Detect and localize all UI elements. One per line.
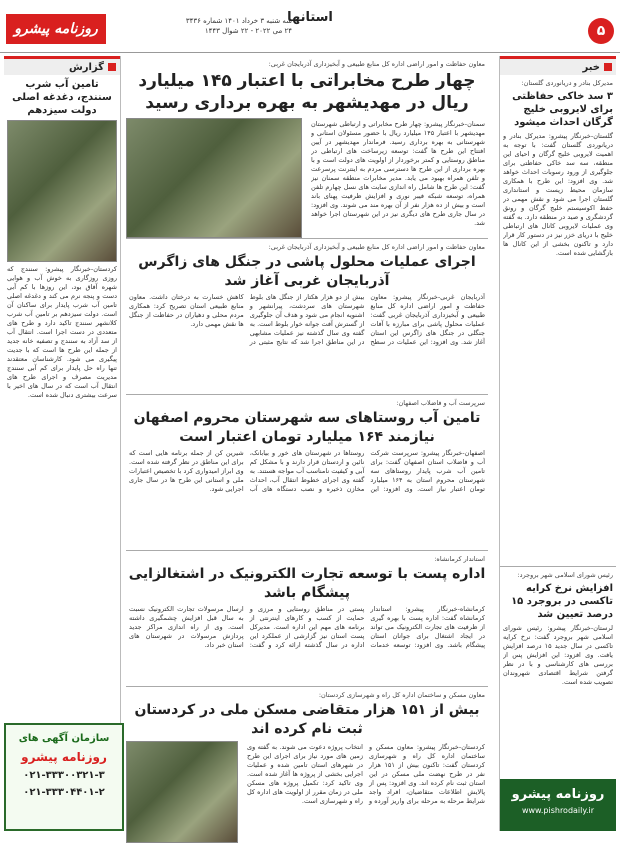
article-5-body: کردستان-خبرنگار پیشرو: معاون مسکن و ساختمان اداره کل راه و شهرسازی کردستان گفت: تاکنون بیش از ۱۵۱ هزار نفر در طرح نهضت ملی مسکن در این استان ثبت نام کرده اند. وی افزود: پس از پالایش اطلاعات متقاضیان، افراد واجد شرایط مرحله به مرحله برای واریز آورده و انتخاب پروژه دعوت می شوند. به گفته وی زمین های مورد نیاز برای اجرای این طرح در شهرهای استان تامین شده و عملیات اجرایی بخشی از پروژه ها آغاز شده است. وی تاکید کرد: تکمیل پروژه های مسکن ملی در زمان مقرر از اولویت های اداره کل راه و شهرسازی است. [247,743,485,805]
article-4-kicker: استاندار کرمانشاه: [434,555,485,563]
tag-marker-icon [604,63,612,71]
right-body-2: لرستان-خبرنگار پیشرو: رئیس شورای اسلامی شهر بروجرد گفت: نرخ کرایه تاکسی در سال جدید ۱۵ درصد افزایش یافت. وی افزود: این افزایش پس از بررسی های کارشناسی و با در نظر گرفتن شرایط اقتصادی شهروندان تصویب شده است. [503,624,613,686]
issue-info [112,16,292,36]
left-body: کردستان-خبرنگار پیشرو: سنندج که روزی روزگاری به خوش آب و هوایی شهره آفاق بود، این روزها با کم آبی دست و پنجه نرم می کند و دغدغه اصلی تامین آب شرب پایدار برای ساکنان آن است. دولت سیزدهم بر تامین آب شرب کلانشهر سنندج تاکید دارد و طرح های متعددی در دست اجرا است. انتقال آب از سد آزاد به سنندج و تصفیه خانه جدید از جمله این طرح ها است که با جدیت پیگیری می شود. کارشناسان معتقدند تنها راه حل پایدار برای کم آبی سنندج مدیریت مصرف و اجرای طرح های انتقال آب است که در سال های اخیر با سرعت بیشتری دنبال شده است. [7,265,117,399]
article-2-title: اجرای عملیات محلول پاشی در جنگل های زاگرس آذربایجان غربی آغاز شد [138,254,476,289]
article-2-kicker: معاون حفاظت و امور اراضی اداره کل منابع طبیعی و آبخیزداری آذربایجان غربی: [268,243,485,251]
right-body-1: گلستان-خبرنگار پیشرو: مدیرکل بنادر و دریانوردی گلستان گفت: با توجه به اهمیت لایروبی خلیج گرگان و احیای این منطقه، سه سد خاکی حفاظتی برای جلوگیری از ورود رسوبات احداث خواهد شد. وی افزود: این طرح با همکاری سازمان محیط زیست و استانداری گلستان اجرا می شود و نقش مهمی در حفظ اکوسیستم خلیج گرگان و رونق گردشگری و صید در منطقه دارد. به گفته وی عملیات لایروبی کانال های ارتباطی خلیج با دریای خزر نیز در دستور کار قرار دارد و تاکنون بخشی از این کانال ها بازگشایی شده است. [503,132,613,257]
news-tag-label: خبر [582,61,600,73]
right-kicker-2: رئیس شورای اسلامی شهر بروجرد: [517,571,613,579]
tag-marker-icon [108,63,116,71]
article-1-title: چهار طرح مخابراتی با اعتبار ۱۴۵ میلیارد ریال در مهدیشهر به بهره برداری رسید [138,71,476,113]
left-column [4,56,121,831]
brand-name: روزنامه پیشرو [511,787,605,802]
issue-line-2: ۲۴ می ۲۰۲۲ - ۲۲ شوال ۱۴۴۳ [204,27,292,35]
ad-phone-2[interactable]: ۰۲۱-۳۳۳۰۴۴۰۱-۲ [23,787,105,798]
ad-brand: روزنامه پیشرو [21,750,107,764]
article-1-body: سمنان-خبرنگار پیشرو: چهار طرح مخابراتی و ارتباطی شهرستان مهدیشهر با اعتبار ۱۴۵ میلیارد ریال با حضور مسئولان استانی و شهرستانی به بهره برداری رسید. فرماندار مهدیشهر در آیین افتتاح این طرح ها گفت: توسعه زیرساخت های ارتباطی در مناطق روستایی و کمتر برخوردار از اولویت های دولت است و با بهره برداری از این طرح ها دسترسی مردم به اینترنت پرسرعت و تلفن همراه بهبود می یابد. مدیر مخابرات منطقه سمنان نیز گفت: این طرح ها شامل راه اندازی سایت های نسل چهارم تلفن همراه، توسعه شبکه فیبر نوری و افزایش ظرفیت پهنای باند است و بیش از ده هزار نفر از آن بهره مند می شوند. وی افزود: در سال جاری طرح های دیگری نیز در این شهرستان اجرا خواهد شد. [311,120,485,227]
brand-url[interactable]: www.pishrodaily.ir [521,806,595,815]
divider [500,566,616,567]
article-3-body: اصفهان-خبرنگار پیشرو: سرپرست شرکت آب و فاضلاب استان اصفهان گفت: برای تامین آب شرب پایدار روستاهای سه شهرستان محروم استان به ۱۶۴ میلیارد تومان اعتبار نیاز است. وی افزود: این روستاها در شهرستان های خور و بیابانک، نائین و اردستان قرار دارند و با مشکل کم آبی و کیفیت نامناسب آب مواجه هستند. به گفته وی اجرای خطوط انتقال آب، احداث مخازن ذخیره و نصب دستگاه های آب شیرین کن از جمله برنامه هایی است که برای این مناطق در نظر گرفته شده است. وی ابراز امیدواری کرد با تخصیص اعتبارات ملی و استانی این طرح ها در سال جاری اجرایی شود. [129,449,485,493]
article-4-title: اداره پست با توسعه تجارت الکترونیک در اشتغالزایی پیشگام باشد [128,566,486,601]
right-kicker-1: مدیرکل بنادر و دریانوردی گلستان: [521,79,613,87]
article-4-body: کرمانشاه-خبرنگار پیشرو: استاندار کرمانشاه گفت: اداره پست با بهره گیری از ظرفیت های تجارت الکترونیک می تواند در ایجاد اشتغال برای جوانان استان پیشگام باشد. وی افزود: توسعه خدمات پستی در مناطق روستایی و مرزی و حمایت از کسب و کارهای اینترنتی از برنامه های مهم این اداره است. مدیرکل پست استان نیز گزارشی از عملکرد این اداره در سال گذشته ارائه کرد و گفت: ارسال مرسولات تجارت الکترونیک نسبت به سال قبل افزایش چشمگیری داشته است. وی از راه اندازی مراکز جدید پردازش مرسولات در شهرستان های استان خبر داد. [129,605,485,649]
right-title-2: افزایش نرخ کرایه تاکسی در بروجرد ۱۵ درصد تعیین شد [511,583,613,620]
newspaper-logo: روزنامه پیشرو [6,14,106,44]
article-3 [126,394,488,545]
article-4 [126,550,488,681]
article-3-kicker: سرپرست آب و فاضلاب اصفهان: [396,399,485,407]
article-1-photo [126,118,302,238]
article-5-title: بیش از ۱۵۱ هزار متقاضی مسکن ملی در کردستان ثبت نام کرده اند [134,702,480,737]
article-1-kicker: معاون حفاظت و امور اراضی اداره کل منابع طبیعی و آبخیزداری آذربایجان غربی: [268,60,485,68]
right-column [499,56,616,831]
section-title: استانها [287,10,333,25]
news-tag [500,56,616,75]
brand-box [500,779,616,831]
article-2 [126,238,488,389]
article-5-photo [126,741,238,843]
report-photo [7,120,117,262]
ad-title: سازمان آگهی های [18,733,110,744]
article-5 [126,686,488,832]
ad-phone-1[interactable]: ۰۲۱-۳۳۳۰۰۳۲۱-۳ [23,770,105,781]
issue-line-1: سه شنبه ۳ خرداد ۱۴۰۱ شماره ۳۴۳۶ [185,17,292,25]
right-title-1: ۳ سد خاکی حفاظتی برای لایروبی خلیج گرگان احداث میشود [512,91,613,128]
report-tag [4,56,120,75]
article-3-title: تامین آب روستاهای سه شهرستان محروم اصفهان نیازمند ۱۶۴ میلیارد تومان اعتبار است [133,410,481,445]
article-5-kicker: معاون مسکن و ساختمان اداره کل راه و شهرسازی کردستان: [318,691,485,699]
report-tag-label: گزارش [68,61,104,73]
page-number: ۵ [588,18,614,44]
article-2-body: آذربایجان غربی-خبرنگار پیشرو: معاون حفاظت و امور اراضی اداره کل منابع طبیعی و آبخیزداری آذربایجان غربی گفت: عملیات محلول پاشی برای مبارزه با آفات جنگلی در جنگل های زاگرس این استان آغاز شد. وی افزود: این عملیات در سطح بیش از دو هزار هکتار از جنگل های بلوط شهرستان های سردشت، پیرانشهر و اشنویه انجام می شود و هدف آن جلوگیری از گسترش آفت جوانه خوار بلوط است. به گفته وی سال گذشته نیز عملیات مشابهی در این مناطق اجرا شد که نتایج مثبتی در کاهش خسارت به درختان داشت. معاون منابع طبیعی استان تصریح کرد: همکاری مردم محلی و دهیاران در حفاظت از جنگل ها نقش مهمی دارد. [129,293,485,346]
article-1 [126,56,488,232]
center-content [126,56,488,831]
page-header [0,0,620,53]
left-title: تامین آب شرب سنندج، دغدغه اصلی دولت سیزدهم [12,79,112,116]
ad-box [4,723,124,831]
